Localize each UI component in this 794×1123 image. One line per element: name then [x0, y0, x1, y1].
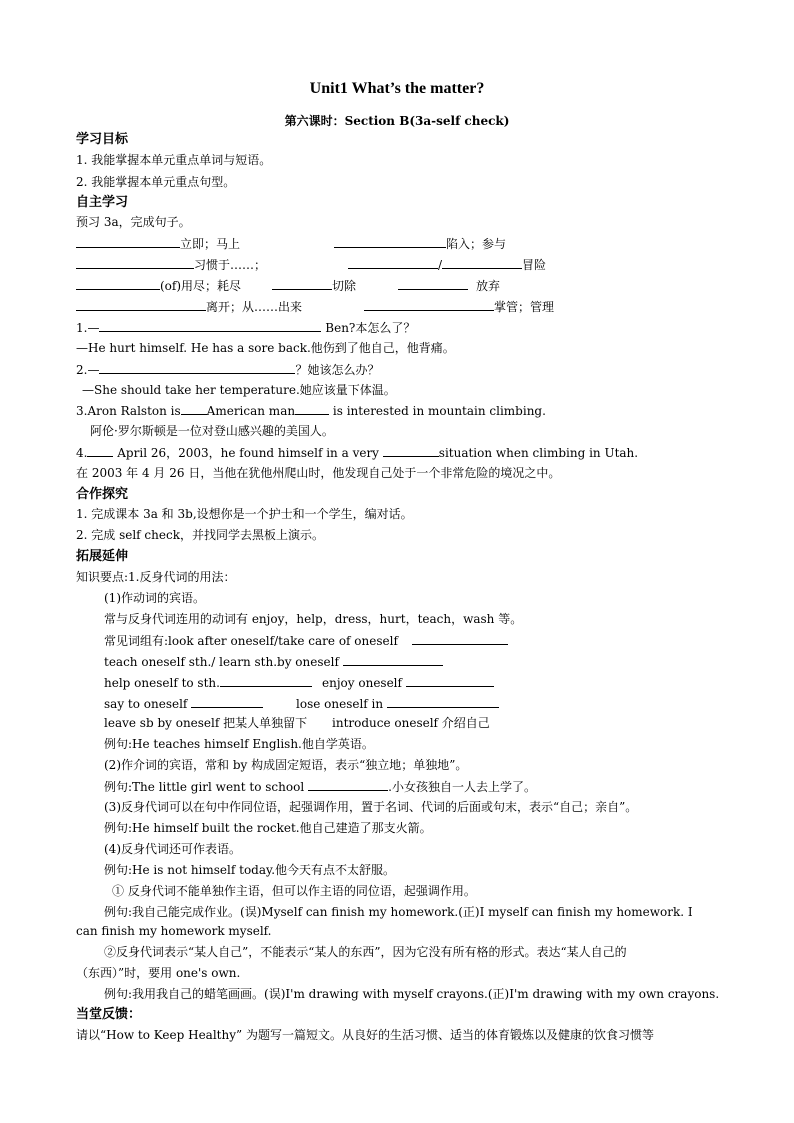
answer-blank[interactable] — [398, 278, 468, 290]
answer-blank[interactable] — [191, 696, 263, 708]
writing-task: 请以“How to Keep Healthy” 为题写一篇短文。从良好的生活习惯、适当的体育锻炼以及健康的饮食习惯等 — [76, 1028, 654, 1042]
example-sentence: 例句:我用我自己的蜡笔画画。(误)I'm drawing with myself crayons.(正)I'm drawing with my own crayons. — [104, 987, 720, 1001]
answer-blank[interactable] — [308, 779, 388, 791]
cooperation-item: 1. 完成课本 3a 和 3b,设想你是一个护士和一个学生，编对话。 — [76, 507, 413, 521]
section-heading-feedback: 当堂反馈： — [76, 1007, 142, 1022]
cooperation-item: 2. 完成 self check，并找同学去黑板上演示。 — [76, 528, 324, 542]
answer-blank[interactable] — [181, 403, 207, 415]
answer-blank[interactable] — [76, 236, 180, 248]
goal-item: 1. 我能掌握本单元重点单词与短语。 — [76, 153, 272, 167]
phrase-row: leave sb by oneself 把某人单独留下 — [104, 716, 308, 730]
phrase-row: introduce oneself 介绍自己 — [332, 716, 490, 730]
answer-blank[interactable] — [76, 278, 160, 290]
page-title: Unit1 What’s the matter? — [309, 80, 485, 97]
section-heading-cooperation: 合作探究 — [76, 487, 129, 502]
answer-blank[interactable] — [348, 257, 438, 269]
example-sentence: 例句:He himself built the rocket.他自己建造了那支火箭。 — [104, 821, 432, 835]
section-heading-goals: 学习目标 — [76, 132, 129, 147]
answer-blank[interactable] — [387, 696, 499, 708]
vocab-row: 习惯于……； — [76, 257, 266, 273]
section-heading-self-study: 自主学习 — [76, 195, 129, 210]
vocab-row: 切除 — [272, 278, 356, 294]
vocab-row: (of)用尽；耗尽 — [76, 278, 241, 294]
vocab-row: 放弃 — [398, 278, 500, 294]
note-2-cont: （东西）”时，要用 one's own. — [76, 966, 241, 980]
answer-blank[interactable] — [272, 278, 332, 290]
answer-blank[interactable] — [99, 362, 295, 374]
knowledge-point: (4)反身代词还可作表语。 — [104, 842, 241, 856]
knowledge-point: 知识要点:1.反身代词的用法： — [76, 570, 236, 584]
question-3-translation: 阿伦·罗尔斯顿是一位对登山感兴趣的美国人。 — [90, 424, 334, 438]
question-3: 3.Aron Ralston is American man is interested in mountain climbing. — [76, 404, 546, 418]
phrase-row: lose oneself in — [296, 696, 499, 712]
note-2: ②反身代词表示“某人自己”，不能表示“某人的东西”，因为它没有所有格的形式。表达“某人自己的 — [104, 945, 627, 959]
answer-blank[interactable] — [76, 257, 194, 269]
question-4-translation: 在 2003 年 4 月 26 日，当他在犹他州爬山时，他发现自己处于一个非常危险的境况之中。 — [76, 466, 561, 480]
answer-blank[interactable] — [412, 633, 508, 645]
answer-blank[interactable] — [99, 320, 321, 332]
vocab-row: 陷入；参与 — [334, 236, 506, 252]
answer-blank[interactable] — [334, 236, 446, 248]
answer-blank[interactable] — [406, 675, 494, 687]
question-1: 1.— Ben?本怎么了？ — [76, 321, 416, 335]
note-1: ① 反身代词不能单独作主语，但可以作主语的同位语，起强调作用。 — [112, 884, 476, 898]
phrase-row: help oneself to sth. — [104, 675, 312, 691]
vocab-row: / 冒险 — [348, 257, 546, 273]
knowledge-point: 常与反身代词连用的动词有 enjoy，help，dress，hurt，teach，wash 等。 — [104, 612, 523, 626]
vocab-row: 立即；马上 — [76, 236, 240, 252]
answer-1: —He hurt himself. He has a sore back.他伤到了他自己，他背痛。 — [76, 341, 455, 355]
example-sentence: 例句:我自己能完成作业。(误)Myself can finish my homework.(正)I myself can finish my homework. I — [104, 905, 693, 919]
answer-blank[interactable] — [220, 675, 312, 687]
answer-blank[interactable] — [76, 299, 206, 311]
page-subtitle: 第六课时：Section B(3a-self check) — [284, 114, 510, 128]
example-sentence: 例句:He is not himself today.他今天有点不太舒服。 — [104, 863, 396, 877]
preview-instruction: 预习 3a，完成句子。 — [76, 215, 191, 229]
phrase-row: enjoy oneself — [322, 675, 494, 691]
knowledge-point: (3)反身代词可以在句中作同位语，起强调作用，置于名词、代词的后面或句末，表示“自己；亲自”。 — [104, 800, 638, 814]
vocab-row: 离开；从……出来 — [76, 299, 302, 315]
knowledge-point: (1)作动词的宾语。 — [104, 591, 205, 605]
example-sentence-cont: can finish my homework myself. — [76, 924, 272, 938]
answer-2: —She should take her temperature.她应该量下体温。 — [82, 383, 396, 397]
answer-blank[interactable] — [87, 445, 113, 457]
goal-item: 2. 我能掌握本单元重点句型。 — [76, 175, 236, 189]
answer-blank[interactable] — [343, 654, 443, 666]
vocab-row: 掌管；管理 — [364, 299, 554, 315]
answer-blank[interactable] — [295, 403, 329, 415]
question-2: 2.— ？她该怎么办？ — [76, 363, 380, 377]
question-4: 4. April 26，2003，he found himself in a very situation when climbing in Utah. — [76, 446, 639, 460]
section-heading-extension: 拓展延伸 — [76, 549, 129, 564]
knowledge-point: (2)作介词的宾语，常和 by 构成固定短语，表示“独立地；单独地”。 — [104, 758, 468, 772]
phrase-row: say to oneself — [104, 696, 263, 712]
example-sentence: 例句:He teaches himself English.他自学英语。 — [104, 737, 374, 751]
answer-blank[interactable] — [364, 299, 494, 311]
phrase-row: 常见词组有:look after oneself/take care of oneself — [104, 633, 508, 649]
phrase-row: teach oneself sth./ learn sth.by oneself — [104, 654, 443, 670]
example-sentence: 例句:The little girl went to school .小女孩独自一人去上学了。 — [104, 780, 536, 794]
answer-blank[interactable] — [442, 257, 522, 269]
answer-blank[interactable] — [383, 445, 439, 457]
